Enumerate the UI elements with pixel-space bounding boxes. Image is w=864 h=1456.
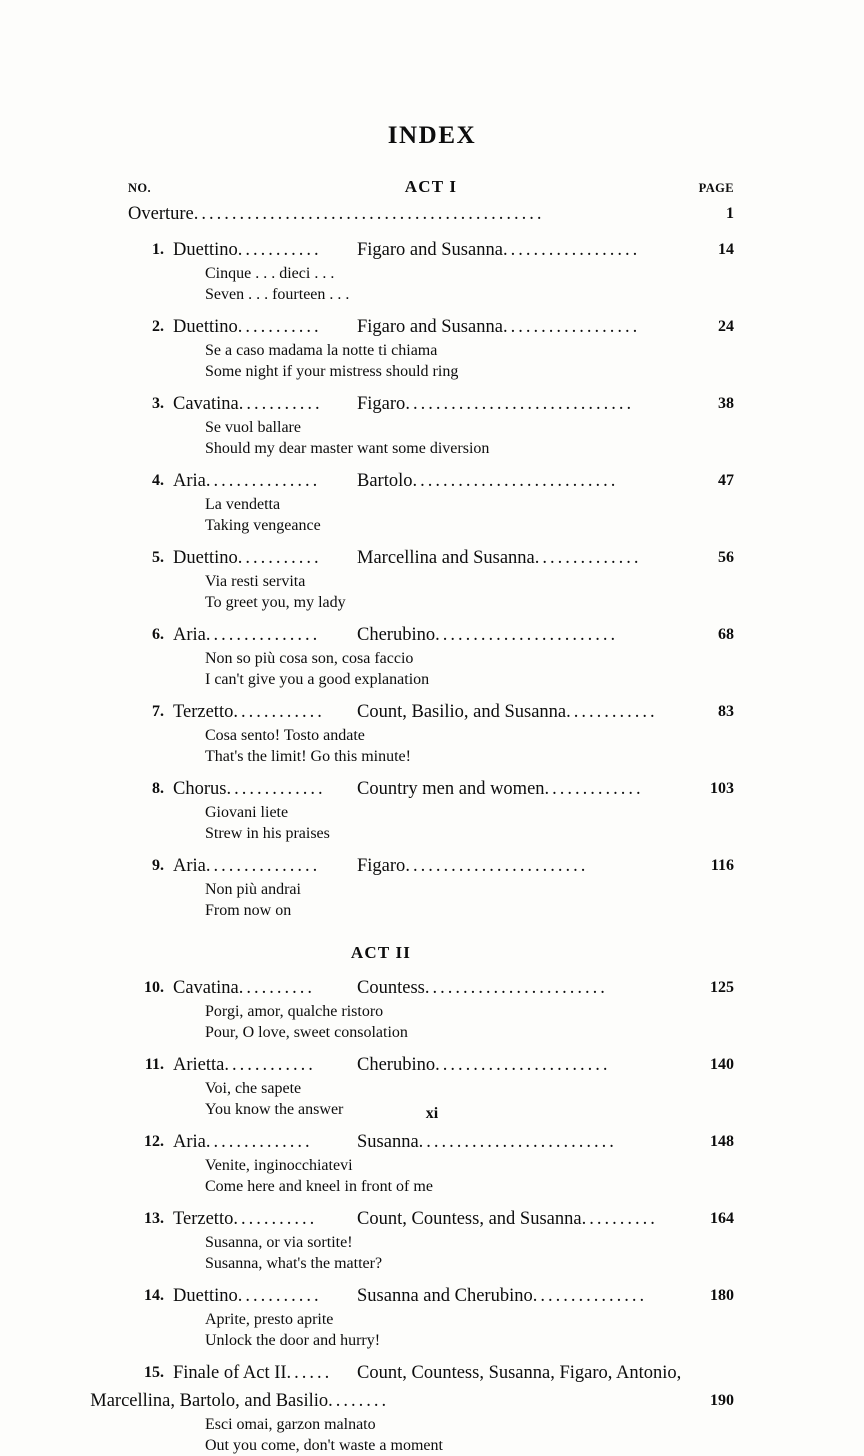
entry-page-number: 83 [718, 698, 734, 726]
entry-spacer [128, 844, 734, 852]
lyric-line-english: Should my dear master want some diversion [205, 439, 734, 460]
entry-page-number: 24 [718, 313, 734, 341]
entry-performer: Cherubino........................ [357, 621, 618, 649]
leader-dots: .............................................. [194, 204, 545, 224]
entry-title: Cavatina........... [173, 390, 323, 418]
lyric-line-english: You know the answer [205, 1100, 734, 1121]
entry-performer: Susanna and Cherubino............... [357, 1282, 647, 1310]
act-two-heading: ACT II [128, 943, 734, 963]
index-entry-finale [128, 1359, 734, 1456]
folio-number: xi [0, 1105, 864, 1123]
leader-dots: ............. [226, 779, 325, 799]
lyric-line-english: Seven . . . fourteen . . . [205, 285, 734, 306]
entry-lyrics [205, 1415, 734, 1456]
entry-title: Terzetto............ [173, 698, 325, 726]
lyric-line-italian: Non più andrai [205, 880, 734, 901]
leader-dots: ........................... [413, 471, 619, 491]
entry-lyrics [205, 803, 734, 844]
leader-dots: ........... [238, 240, 322, 260]
entry-title: Aria.............. [173, 1128, 313, 1156]
entry-performer: Figaro and Susanna.................. [357, 313, 640, 341]
entry-number: 5. [128, 544, 164, 572]
leader-dots: ........... [238, 317, 322, 337]
entry-page-number: 164 [710, 1205, 734, 1233]
column-header-page: PAGE [699, 181, 734, 196]
index-entry [128, 313, 734, 390]
entry-performer: Susanna.......................... [357, 1128, 617, 1156]
entry-main-row[interactable] [128, 852, 734, 880]
entry-number: 4. [128, 467, 164, 495]
entry-number: 14. [128, 1282, 164, 1310]
entry-main-row[interactable] [128, 1051, 734, 1079]
entry-lyrics [205, 1156, 734, 1197]
entry-performer: Bartolo........................... [357, 467, 618, 495]
entry-number: 12. [128, 1128, 164, 1156]
lyric-line-english: Unlock the door and hurry! [205, 1331, 734, 1352]
leader-dots: ............... [206, 625, 320, 645]
lyric-line-english: I can't give you a good explanation [205, 670, 734, 691]
lyric-line-italian: Esci omai, garzon malnato [205, 1415, 734, 1436]
entry-spacer [128, 1043, 734, 1051]
entry-page-number: 38 [718, 390, 734, 418]
entry-main-row[interactable] [128, 775, 734, 803]
lyric-line-italian: Via resti servita [205, 572, 734, 593]
entry-performer: Country men and women............. [357, 775, 644, 803]
leader-dots: ............... [206, 471, 320, 491]
entry-performer-continuation-row[interactable] [128, 1387, 734, 1415]
lyric-line-italian: Voi, che sapete [205, 1079, 734, 1100]
entry-lyrics [205, 495, 734, 536]
entry-spacer [128, 536, 734, 544]
entry-page-number: 116 [711, 852, 734, 880]
index-entry [128, 236, 734, 313]
entry-performer: Count, Countess, and Susanna.......... [357, 1205, 658, 1233]
leader-dots: .......................... [419, 1132, 617, 1152]
leader-dots: ........................ [435, 625, 618, 645]
entry-main-row[interactable] [128, 1128, 734, 1156]
entry-main-row[interactable] [128, 236, 734, 264]
entry-performer: Figaro and Susanna.................. [357, 236, 640, 264]
entry-lyrics [205, 1002, 734, 1043]
page-title: INDEX [0, 122, 864, 150]
leader-dots: .............. [206, 1132, 313, 1152]
entry-page-number: 68 [718, 621, 734, 649]
entry-spacer [128, 459, 734, 467]
entry-lyrics [205, 726, 734, 767]
lyric-line-italian: Non so più cosa son, cosa faccio [205, 649, 734, 670]
entry-main-row[interactable] [128, 698, 734, 726]
entry-spacer [128, 1197, 734, 1205]
entry-title: Cavatina.......... [173, 974, 315, 1002]
leader-dots: ....................... [435, 1055, 610, 1075]
lyric-line-english: That's the limit! Go this minute! [205, 747, 734, 768]
entry-main-row[interactable] [128, 621, 734, 649]
entry-number: 7. [128, 698, 164, 726]
leader-dots: ........ [328, 1391, 389, 1411]
entry-page-number: 190 [710, 1387, 734, 1415]
entry-spacer [128, 1351, 734, 1359]
entry-main-row[interactable] [128, 467, 734, 495]
entry-spacer [128, 767, 734, 775]
entry-lyrics [205, 572, 734, 613]
lyric-line-english: Taking vengeance [205, 516, 734, 537]
entry-performer-line-1: Count, Countess, Susanna, Figaro, Antonio, [357, 1359, 681, 1387]
entry-main-row[interactable] [128, 1359, 734, 1387]
lyric-line-english: From now on [205, 901, 734, 922]
index-entry [128, 1205, 734, 1282]
entry-main-row[interactable] [128, 313, 734, 341]
entry-title: Chorus............. [173, 775, 326, 803]
lyric-line-italian: Venite, inginocchiatevi [205, 1156, 734, 1177]
entry-number: 2. [128, 313, 164, 341]
entry-main-row[interactable] [128, 544, 734, 572]
entry-lyrics [205, 418, 734, 459]
index-entry [128, 467, 734, 544]
entry-page-number: 14 [718, 236, 734, 264]
leader-dots: ........... [239, 394, 323, 414]
leader-dots: .............................. [405, 394, 634, 414]
entry-page-number: 103 [710, 775, 734, 803]
entry-performer: Marcellina and Susanna.............. [357, 544, 642, 572]
entry-spacer [128, 921, 734, 929]
entry-page-number: 47 [718, 467, 734, 495]
entry-number: 10. [128, 974, 164, 1002]
entry-lyrics [205, 1233, 734, 1274]
lyric-line-english: To greet you, my lady [205, 593, 734, 614]
entry-title: Duettino........... [173, 236, 322, 264]
index-entry [128, 621, 734, 698]
leader-dots: .......... [239, 978, 315, 998]
lyric-line-english: Susanna, what's the matter? [205, 1254, 734, 1275]
leader-dots: ............... [206, 856, 320, 876]
entry-number: 11. [128, 1051, 164, 1079]
column-header-act: ACT I [128, 177, 734, 197]
entry-title: Arietta............ [173, 1051, 316, 1079]
entry-page-number: 56 [718, 544, 734, 572]
entry-title: Duettino........... [173, 544, 322, 572]
lyric-line-italian: La vendetta [205, 495, 734, 516]
index-entry [128, 698, 734, 775]
entry-page-number: 148 [710, 1128, 734, 1156]
entry-spacer [128, 690, 734, 698]
leader-dots: ............ [566, 702, 658, 722]
entry-title: Duettino........... [173, 1282, 322, 1310]
entry-spacer [128, 305, 734, 313]
entry-number: 15. [128, 1359, 164, 1387]
entry-page-number: 180 [710, 1282, 734, 1310]
leader-dots: ........... [233, 1209, 317, 1229]
entry-performer: Figaro........................ [357, 852, 588, 880]
entry-page-number: 140 [710, 1051, 734, 1079]
entry-title: Duettino........... [173, 313, 322, 341]
lyric-line-italian: Se vuol ballare [205, 418, 734, 439]
lyric-line-english: Come here and kneel in front of me [205, 1177, 734, 1198]
lyric-line-italian: Cosa sento! Tosto andate [205, 726, 734, 747]
lyric-line-italian: Giovani liete [205, 803, 734, 824]
entry-lyrics [205, 649, 734, 690]
entry-lyrics [205, 880, 734, 921]
lyric-line-english: Pour, O love, sweet consolation [205, 1023, 734, 1044]
entry-spacer [128, 1274, 734, 1282]
entry-performer: Cherubino....................... [357, 1051, 610, 1079]
entry-title: Aria............... [173, 621, 320, 649]
entry-performer: Count, Basilio, and Susanna............ [357, 698, 658, 726]
leader-dots: .............. [535, 548, 642, 568]
index-entry [128, 852, 734, 929]
leader-dots: ............ [224, 1055, 316, 1075]
column-header-number: NO. [128, 181, 151, 196]
entry-title: Finale of Act II...... [173, 1359, 332, 1387]
index-entry-list [128, 200, 734, 1456]
entry-main-row[interactable] [128, 1282, 734, 1310]
lyric-line-english: Some night if your mistress should ring [205, 362, 734, 383]
lyric-line-english: Strew in his praises [205, 824, 734, 845]
entry-number: 3. [128, 390, 164, 418]
leader-dots: ........................ [425, 978, 608, 998]
entry-spacer [128, 382, 734, 390]
entry-performer: Figaro.............................. [357, 390, 634, 418]
leader-dots: .................. [503, 317, 640, 337]
lyric-line-italian: Porgi, amor, qualche ristoro [205, 1002, 734, 1023]
entry-title: Terzetto........... [173, 1205, 317, 1233]
entry-main-row[interactable] [128, 974, 734, 1002]
entry-number: 6. [128, 621, 164, 649]
index-entry [128, 775, 734, 852]
entry-main-row[interactable] [128, 200, 734, 228]
entry-lyrics [205, 1310, 734, 1351]
index-entry [128, 390, 734, 467]
lyric-line-italian: Aprite, presto aprite [205, 1310, 734, 1331]
entry-title: Overture.............................................. [128, 200, 545, 228]
column-header-row [128, 181, 734, 197]
entry-performer-line-2: Marcellina, Bartolo, and Basilio........ [90, 1387, 389, 1415]
entry-lyrics [205, 341, 734, 382]
entry-number: 13. [128, 1205, 164, 1233]
entry-number: 8. [128, 775, 164, 803]
entry-lyrics [205, 264, 734, 305]
index-entry [128, 544, 734, 621]
index-entry [128, 974, 734, 1051]
leader-dots: ............. [545, 779, 644, 799]
entry-performer: Countess........................ [357, 974, 608, 1002]
lyric-line-italian: Susanna, or via sortite! [205, 1233, 734, 1254]
entry-title: Aria............... [173, 852, 320, 880]
index-entry [128, 1128, 734, 1205]
lyric-line-italian: Se a caso madama la notte ti chiama [205, 341, 734, 362]
index-entry-overture [128, 200, 734, 236]
leader-dots: ........... [238, 548, 322, 568]
leader-dots: ............... [533, 1286, 647, 1306]
leader-dots: .................. [503, 240, 640, 260]
entry-page-number: 1 [726, 200, 734, 228]
leader-dots: ........... [238, 1286, 322, 1306]
entry-spacer [128, 228, 734, 236]
entry-page-number: 125 [710, 974, 734, 1002]
lyric-line-italian: Cinque . . . dieci . . . [205, 264, 734, 285]
leader-dots: ............ [233, 702, 325, 722]
leader-dots: .......... [582, 1209, 658, 1229]
entry-main-row[interactable] [128, 390, 734, 418]
entry-title: Aria............... [173, 467, 320, 495]
entry-main-row[interactable] [128, 1205, 734, 1233]
leader-dots: ...... [287, 1363, 333, 1383]
index-entry [128, 1282, 734, 1359]
entry-number: 1. [128, 236, 164, 264]
lyric-line-english: Out you come, don't waste a moment [205, 1436, 734, 1456]
entry-spacer [128, 613, 734, 621]
entry-number: 9. [128, 852, 164, 880]
leader-dots: ........................ [405, 856, 588, 876]
